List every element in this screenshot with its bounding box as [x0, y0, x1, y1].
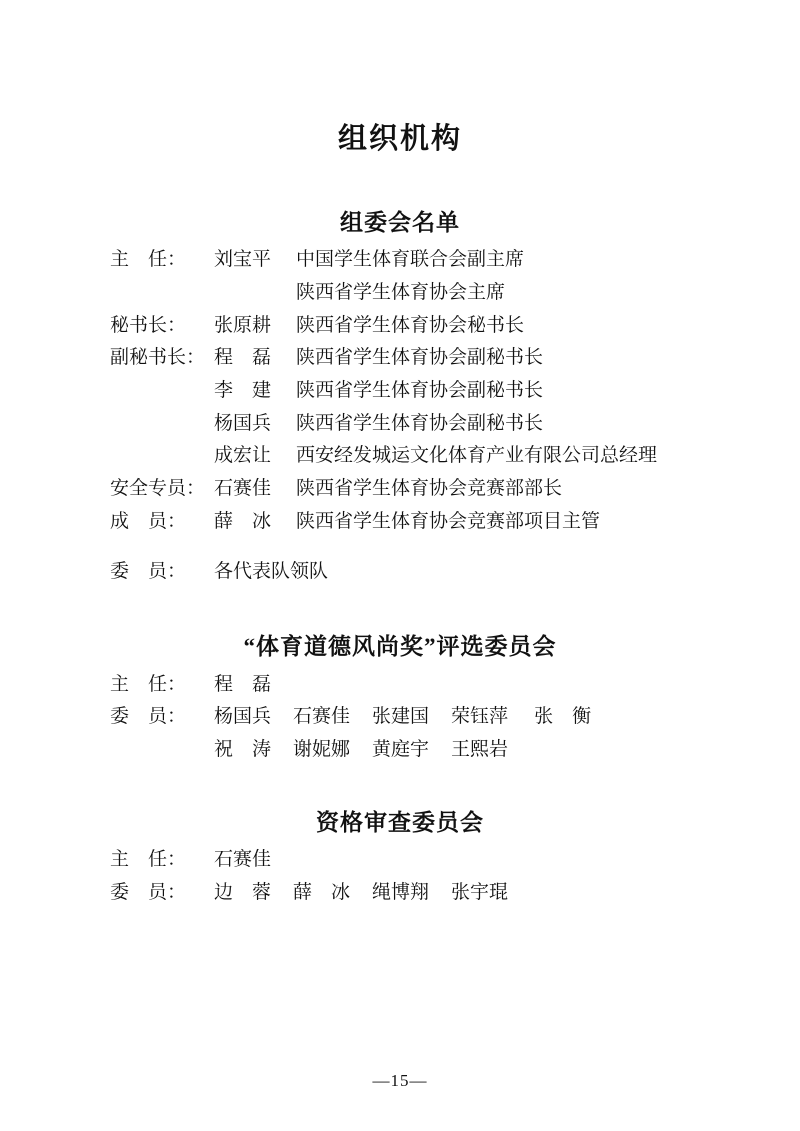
row-label: 秘书长：	[110, 314, 187, 336]
row-desc: 陕西省学生体育协会副秘书长	[296, 412, 544, 434]
row-name: 杨国兵	[214, 412, 272, 434]
member-name: 薛 冰	[293, 881, 351, 903]
row-name: 程 磊	[214, 347, 272, 369]
member-name: 边 蓉	[214, 881, 272, 903]
roster-row	[110, 244, 690, 277]
roster-row	[110, 734, 690, 767]
member-name: 张 衡	[534, 706, 592, 728]
roster-row	[110, 408, 690, 441]
section-body-sportsmanship-award	[110, 669, 690, 767]
row-desc: 陕西省学生体育协会秘书长	[296, 314, 525, 336]
row-name: 张原耕	[214, 314, 272, 336]
row-name: 薛 冰	[214, 510, 272, 532]
roster-row	[110, 473, 690, 506]
member-name: 谢妮娜	[293, 739, 351, 761]
row-name: 石赛佳	[214, 849, 272, 871]
member-name: 张宇琨	[451, 881, 509, 903]
row-desc: 陕西省学生体育协会竞赛部部长	[296, 478, 563, 500]
row-desc: 中国学生体育联合会副主席	[296, 249, 525, 271]
row-label: 主 任：	[110, 673, 187, 695]
member-name: 黄庭宇	[372, 739, 430, 761]
member-name: 祝 涛	[214, 739, 272, 761]
member-name: 荣钰萍	[451, 706, 509, 728]
roster-row	[110, 556, 690, 589]
row-name: 刘宝平	[214, 249, 272, 271]
row-desc: 西安经发城运文化体育产业有限公司总经理	[296, 445, 658, 467]
section-body-qualification-review	[110, 844, 690, 909]
row-label: 委 员：	[110, 706, 187, 728]
roster-row	[110, 310, 690, 343]
row-label: 委 员：	[110, 561, 187, 583]
row-desc: 陕西省学生体育协会副秘书长	[296, 347, 544, 369]
row-desc: 陕西省学生体育协会竞赛部项目主管	[296, 510, 601, 532]
row-label: 安全专员：	[110, 478, 206, 500]
section-heading-sportsmanship-award: “体育道德风尚奖”评选委员会	[243, 634, 557, 660]
roster-row	[110, 375, 690, 408]
row-spacer	[110, 538, 690, 556]
member-name-list	[214, 701, 690, 734]
roster-row	[110, 877, 690, 910]
row-label: 成 员：	[110, 510, 187, 532]
row-label: 委 员：	[110, 881, 187, 903]
row-name: 李 建	[214, 380, 272, 402]
roster-row	[110, 440, 690, 473]
roster-row	[110, 844, 690, 877]
section-heading-committee: 组委会名单	[340, 209, 460, 235]
page-number: —15—	[372, 1071, 428, 1090]
member-name: 石赛佳	[293, 706, 351, 728]
section-body-committee	[110, 244, 690, 589]
member-name-list	[214, 734, 690, 767]
row-label: 主 任：	[110, 849, 187, 871]
member-name-list	[214, 877, 690, 910]
member-name: 杨国兵	[214, 706, 272, 728]
member-name: 王熙岩	[451, 739, 509, 761]
member-name: 绳博翔	[372, 881, 430, 903]
roster-row	[110, 277, 690, 310]
row-desc: 陕西省学生体育协会副秘书长	[296, 380, 544, 402]
roster-row	[110, 506, 690, 539]
roster-row	[110, 701, 690, 734]
row-name: 各代表队领队	[214, 561, 329, 583]
row-label: 副秘书长：	[110, 347, 206, 369]
roster-row	[110, 669, 690, 702]
row-label: 主 任：	[110, 249, 187, 271]
roster-row	[110, 342, 690, 375]
page-title: 组织机构	[337, 123, 462, 155]
member-name: 张建国	[372, 706, 430, 728]
row-name: 程 磊	[214, 673, 272, 695]
row-name: 石赛佳	[214, 478, 272, 500]
row-name: 成宏让	[214, 445, 272, 467]
document-content	[110, 0, 690, 910]
section-heading-qualification-review: 资格审查委员会	[316, 809, 484, 835]
row-desc: 陕西省学生体育协会主席	[296, 282, 506, 304]
